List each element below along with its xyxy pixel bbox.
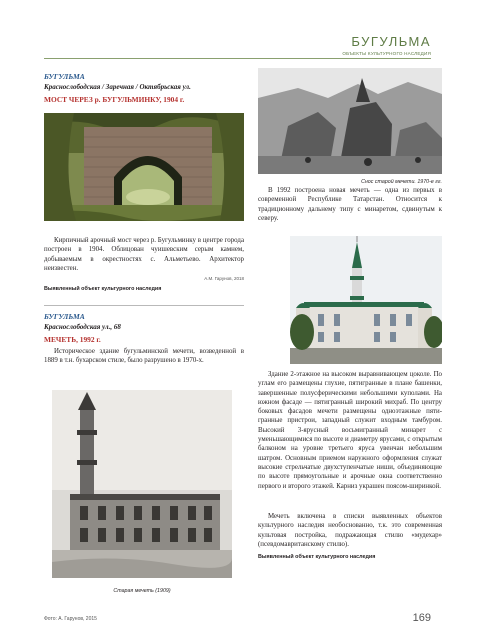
bridge-address: Краснослободская / Заречная / Октябрьская ул. (44, 83, 191, 91)
bridge-photo (44, 113, 244, 221)
new-mosque-photo (290, 236, 442, 364)
bridge-title: МОСТ ЧЕРЕЗ р. БУГУЛЬМИНКУ, 1904 г. (44, 95, 185, 104)
mosque-title: МЕЧЕТЬ, 1992 г. (44, 335, 101, 344)
mosque-demolition-photo (258, 68, 442, 174)
old-mosque-caption: Старая мечеть (1909) (113, 588, 171, 594)
bridge-city-label: БУГУЛЬМА (44, 72, 85, 81)
page-number: 169 (412, 612, 431, 624)
running-header-title: БУГУЛЬМА (351, 34, 431, 49)
mosque-note: Мечеть включена в списки выявленных объектов культурного наследия необоснованно, т.к. это современная культовая постройка, подражающая стилю «мудехар» (псевдомавританскому стилю). (258, 513, 442, 548)
bridge-photo-credit: А.М. Гарунов, 2018 (204, 276, 244, 281)
mosque-status: Выявленный объект культурного наследия (258, 554, 376, 560)
bridge-status: Выявленный объект культурного наследия (44, 286, 162, 292)
section-divider (44, 305, 244, 306)
mosque-history-text: Историческое здание бугульминской мечети, возведенной в 1889 в т.н. бухарском стиле, было разрушено в 1970-х. (44, 348, 244, 365)
mosque-description: Здание 2-этажное на высоком выравнивающем цоколе. По углам его размещены глухие, пятигранные в плане башенки, завершенные полусферическими небольшими куполами. На южном фасаде — пятигранный широкий михраб. По центру боковых фасадов мечети размещены одноэтажные пятигранные пристрои, западный служит входным тамбуром. Высокий 3-ярусный восьмигранный минарет с уменьшающимися по высоте и диаметру ярусами, с открытым балконом на уровне третьего яруса увенчан небольшим шатром. Основным приемом наружного оформления служат высокие стрельчатые двухступенчатые ниши, объединяющие по высоте прямоугольные и арочные окна соответственно первого и второго этажей. Карниз украшен поясом-ширинкой. (258, 371, 442, 490)
footer-photo-credit: Фото: А. Гарунов, 2015 (44, 616, 97, 622)
bridge-description: Кирпичный арочный мост через р. Бугульминку в центре города построен в 1904. Облицован чуишевским серым камнем, добываемым в окрестностях с. Альметьево. Архитектор неизвестен. (44, 237, 244, 272)
mosque-city-label: БУГУЛЬМА (44, 312, 85, 321)
mosque-intro-text: В 1992 построена новая мечеть — одна из первых в современной Республике Татарстан. Относится к традиционному дальнему типу с минаретом, сдвинутым к северу. (258, 187, 442, 222)
mosque-address: Краснослободская ул., 68 (44, 323, 121, 331)
running-header-subtitle: ОБЪЕКТЫ КУЛЬТУРНОГО НАСЛЕДИЯ (342, 51, 431, 56)
header-rule (44, 58, 431, 59)
demolition-caption: Снос старой мечети. 1970-е гг. (361, 179, 442, 185)
old-mosque-photo (52, 390, 232, 578)
